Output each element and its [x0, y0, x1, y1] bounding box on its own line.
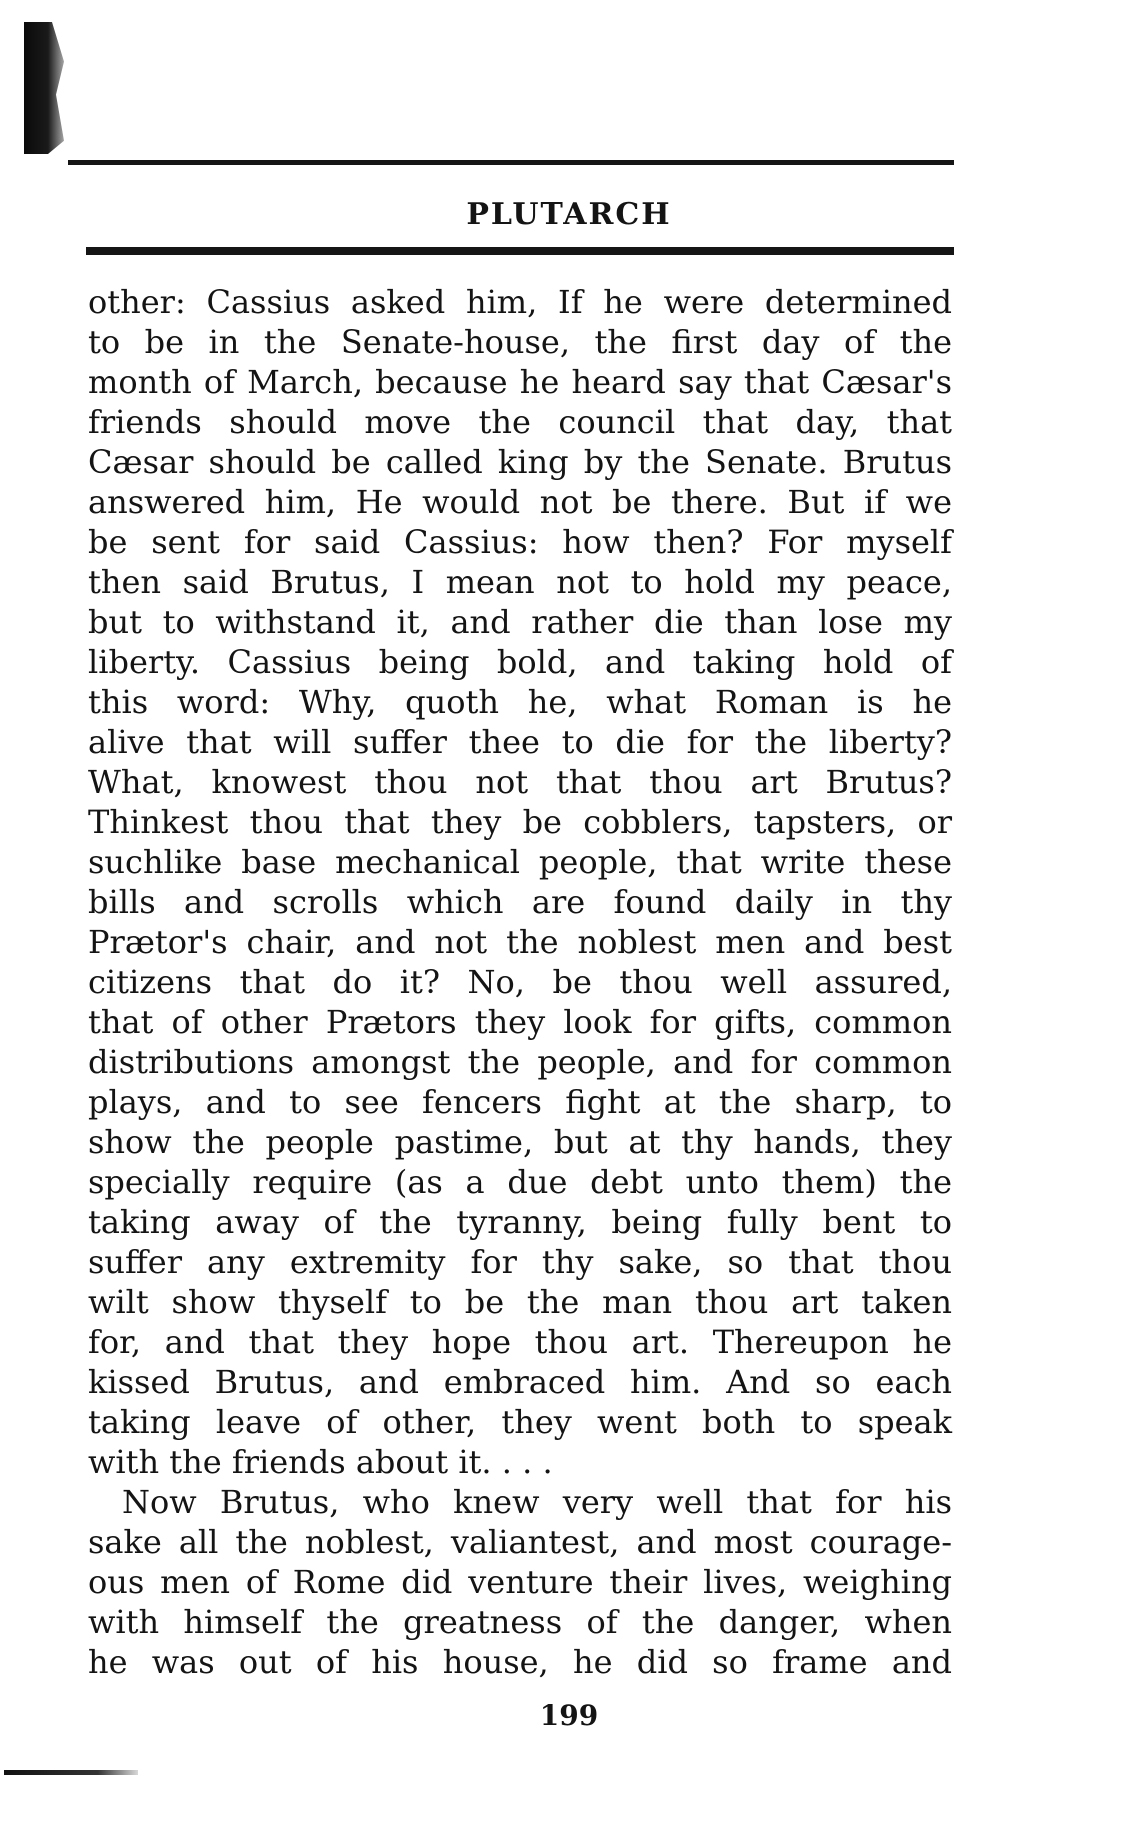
scan-bottom-artifact: [4, 1770, 138, 1775]
text-line: with himself the greatness of the danger, when: [88, 1603, 952, 1641]
text-line: kissed Brutus, and embraced him. And so each: [88, 1363, 952, 1401]
text-line: distributions amongst the people, and for common: [88, 1043, 952, 1081]
header-rule-top: [68, 160, 954, 165]
text-line: liberty. Cassius being bold, and taking hold of: [88, 643, 952, 681]
text-line: alive that will suffer thee to die for the liberty?: [88, 723, 952, 761]
text-line: plays, and to see fencers fight at the sharp, to: [88, 1083, 952, 1121]
paragraph-2: [88, 1482, 952, 1682]
text-line: suffer any extremity for thy sake, so that thou: [88, 1243, 952, 1281]
text-line: ous men of Rome did venture their lives, weighing: [88, 1563, 952, 1601]
body-text: [88, 282, 952, 1682]
text-line: specially require (as a due debt unto them) the: [88, 1163, 952, 1201]
text-line: sake all the noblest, valiantest, and most courage-: [88, 1523, 952, 1561]
text-line: taking leave of other, they went both to speak: [88, 1403, 952, 1441]
text-line: he was out of his house, he did so frame and: [88, 1643, 952, 1681]
header-rule-bottom: [86, 247, 954, 255]
text-line: that of other Prætors they look for gifts, common: [88, 1003, 952, 1041]
text-line: month of March, because he heard say that Cæsar's: [88, 363, 952, 401]
text-line: to be in the Senate-house, the first day of the: [88, 323, 952, 361]
text-line: be sent for said Cassius: how then? For myself: [88, 523, 952, 561]
text-line: Now Brutus, who knew very well that for his: [122, 1483, 952, 1521]
paragraph-1: [88, 282, 952, 1482]
running-title: PLUTARCH: [466, 197, 672, 232]
text-line: bills and scrolls which are found daily in thy: [88, 883, 952, 921]
text-line: Prætor's chair, and not the noblest men and best: [88, 923, 952, 961]
text-line: wilt show thyself to be the man thou art taken: [88, 1283, 952, 1321]
text-line: but to withstand it, and rather die than lose my: [88, 603, 952, 641]
text-line: Cæsar should be called king by the Senate. Brutus: [88, 443, 952, 481]
text-line: this word: Why, quoth he, what Roman is he: [88, 683, 952, 721]
text-line: with the friends about it. . . .: [88, 1443, 553, 1481]
text-line: answered him, He would not be there. But if we: [88, 483, 952, 521]
text-line: then said Brutus, I mean not to hold my peace,: [88, 563, 952, 601]
text-line: citizens that do it? No, be thou well assured,: [88, 963, 952, 1001]
text-line: Thinkest thou that they be cobblers, tapsters, or: [88, 803, 952, 841]
text-line: show the people pastime, but at thy hands, they: [88, 1123, 952, 1161]
scan-edge-artifact: [24, 22, 64, 154]
text-line: taking away of the tyranny, being fully bent to: [88, 1203, 952, 1241]
text-line: suchlike base mechanical people, that write these: [88, 843, 952, 881]
text-line: for, and that they hope thou art. Thereupon he: [88, 1323, 952, 1361]
text-line: What, knowest thou not that thou art Brutus?: [88, 763, 952, 801]
text-line: other: Cassius asked him, If he were determined: [88, 283, 952, 321]
page-number: 199: [539, 1699, 599, 1732]
text-line: friends should move the council that day, that: [88, 403, 952, 441]
